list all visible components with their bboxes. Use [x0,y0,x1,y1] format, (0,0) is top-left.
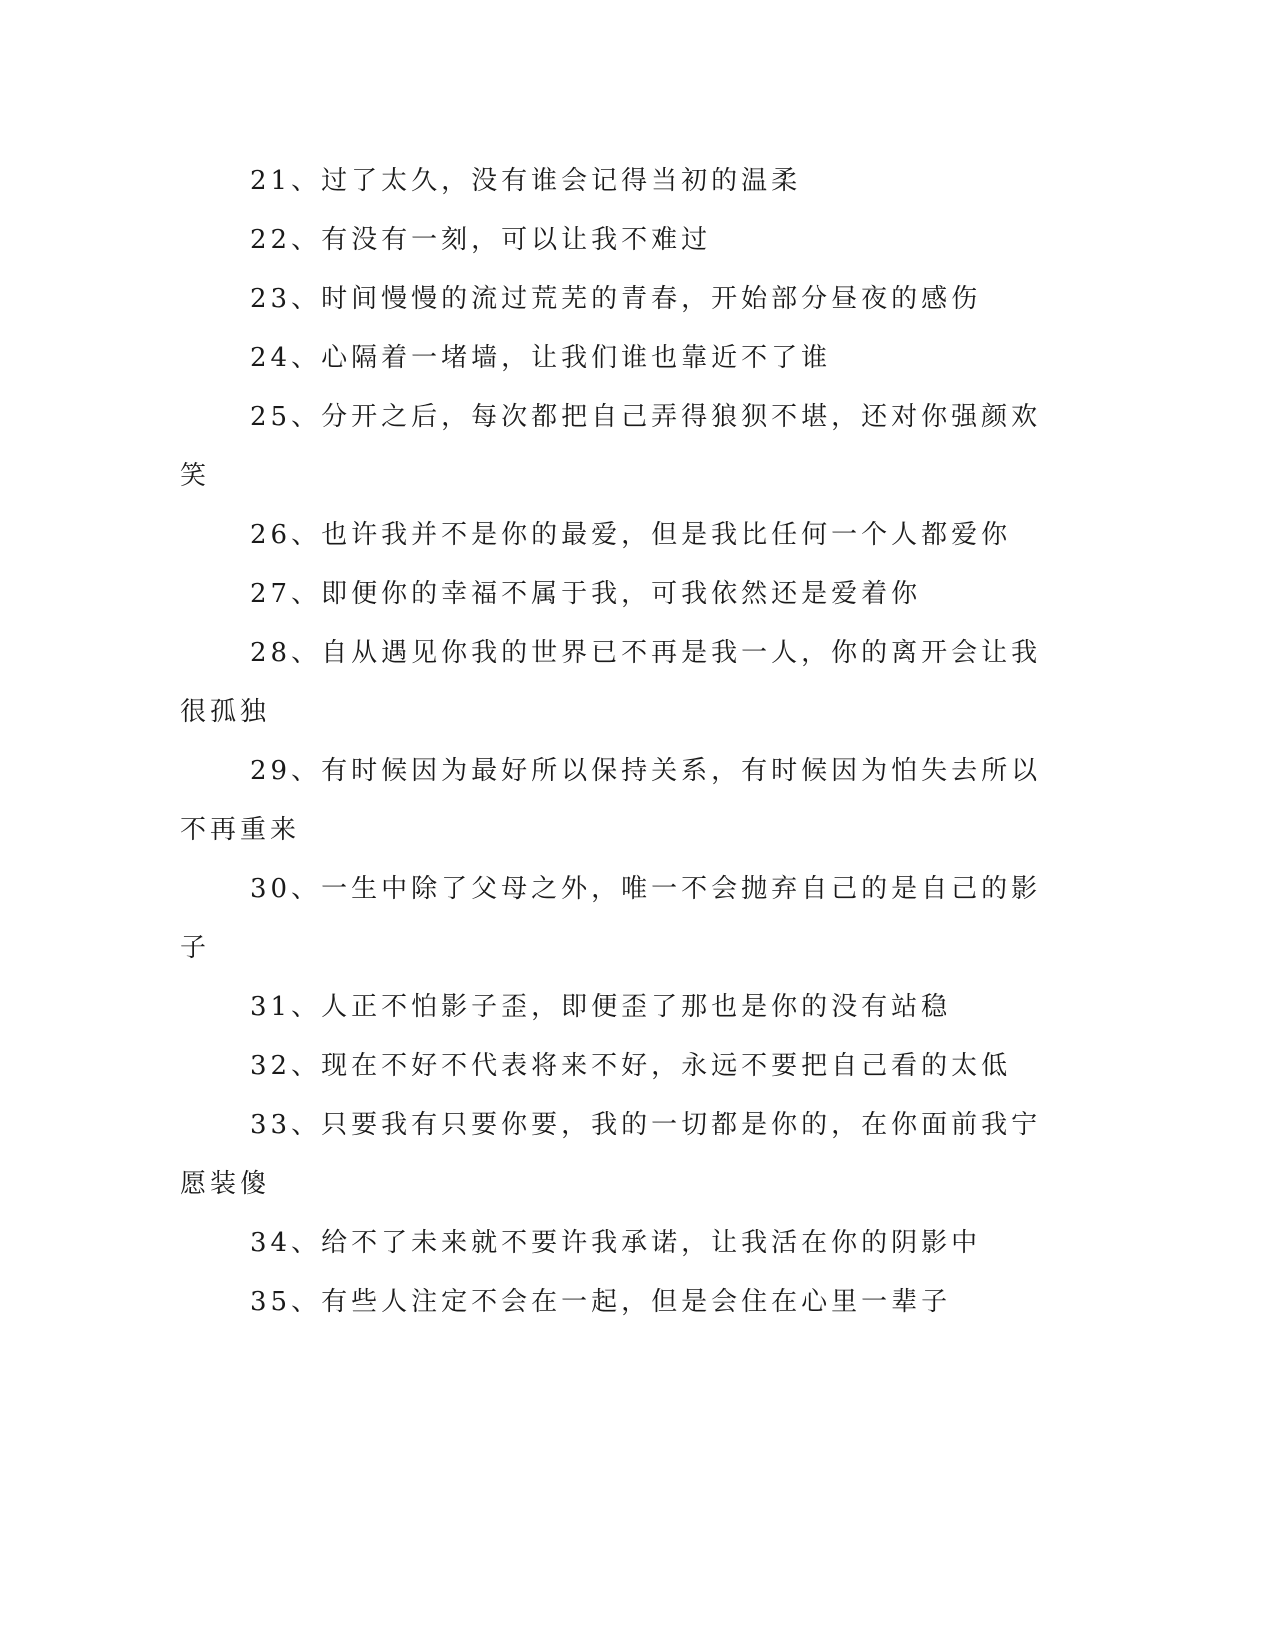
paragraph-27: 27、即便你的幸福不属于我，可我依然还是爱着你 [250,579,922,609]
paragraph-35: 35、有些人注定不会在一起，但是会住在心里一辈子 [250,1287,952,1317]
paragraph-34: 34、给不了未来就不要许我承诺，让我活在你的阴影中 [250,1228,982,1258]
paragraph-32: 32、现在不好不代表将来不好，永远不要把自己看的太低 [250,1051,1012,1081]
paragraph-24: 24、心隔着一堵墙，让我们谁也靠近不了谁 [250,343,832,373]
paragraph-23: 23、时间慢慢的流过荒芜的青春，开始部分昼夜的感伤 [250,284,982,314]
paragraph-31: 31、人正不怕影子歪，即便歪了那也是你的没有站稳 [250,992,952,1022]
paragraph-28: 28、自从遇见你我的世界已不再是我一人，你的离开会让我很孤独 [180,638,1042,727]
document-body [180,152,1050,1332]
paragraph-21: 21、过了太久，没有谁会记得当初的温柔 [250,166,802,196]
paragraph-33: 33、只要我有只要你要，我的一切都是你的，在你面前我宁愿装傻 [180,1110,1042,1199]
paragraph-25: 25、分开之后，每次都把自己弄得狼狈不堪，还对你强颜欢笑 [180,402,1042,491]
paragraph-22: 22、有没有一刻，可以让我不难过 [250,225,712,255]
paragraph-30: 30、一生中除了父母之外，唯一不会抛弃自己的是自己的影子 [180,874,1042,963]
paragraph-29: 29、有时候因为最好所以保持关系，有时候因为怕失去所以不再重来 [180,756,1042,845]
paragraph-26: 26、也许我并不是你的最爱，但是我比任何一个人都爱你 [250,520,1012,550]
